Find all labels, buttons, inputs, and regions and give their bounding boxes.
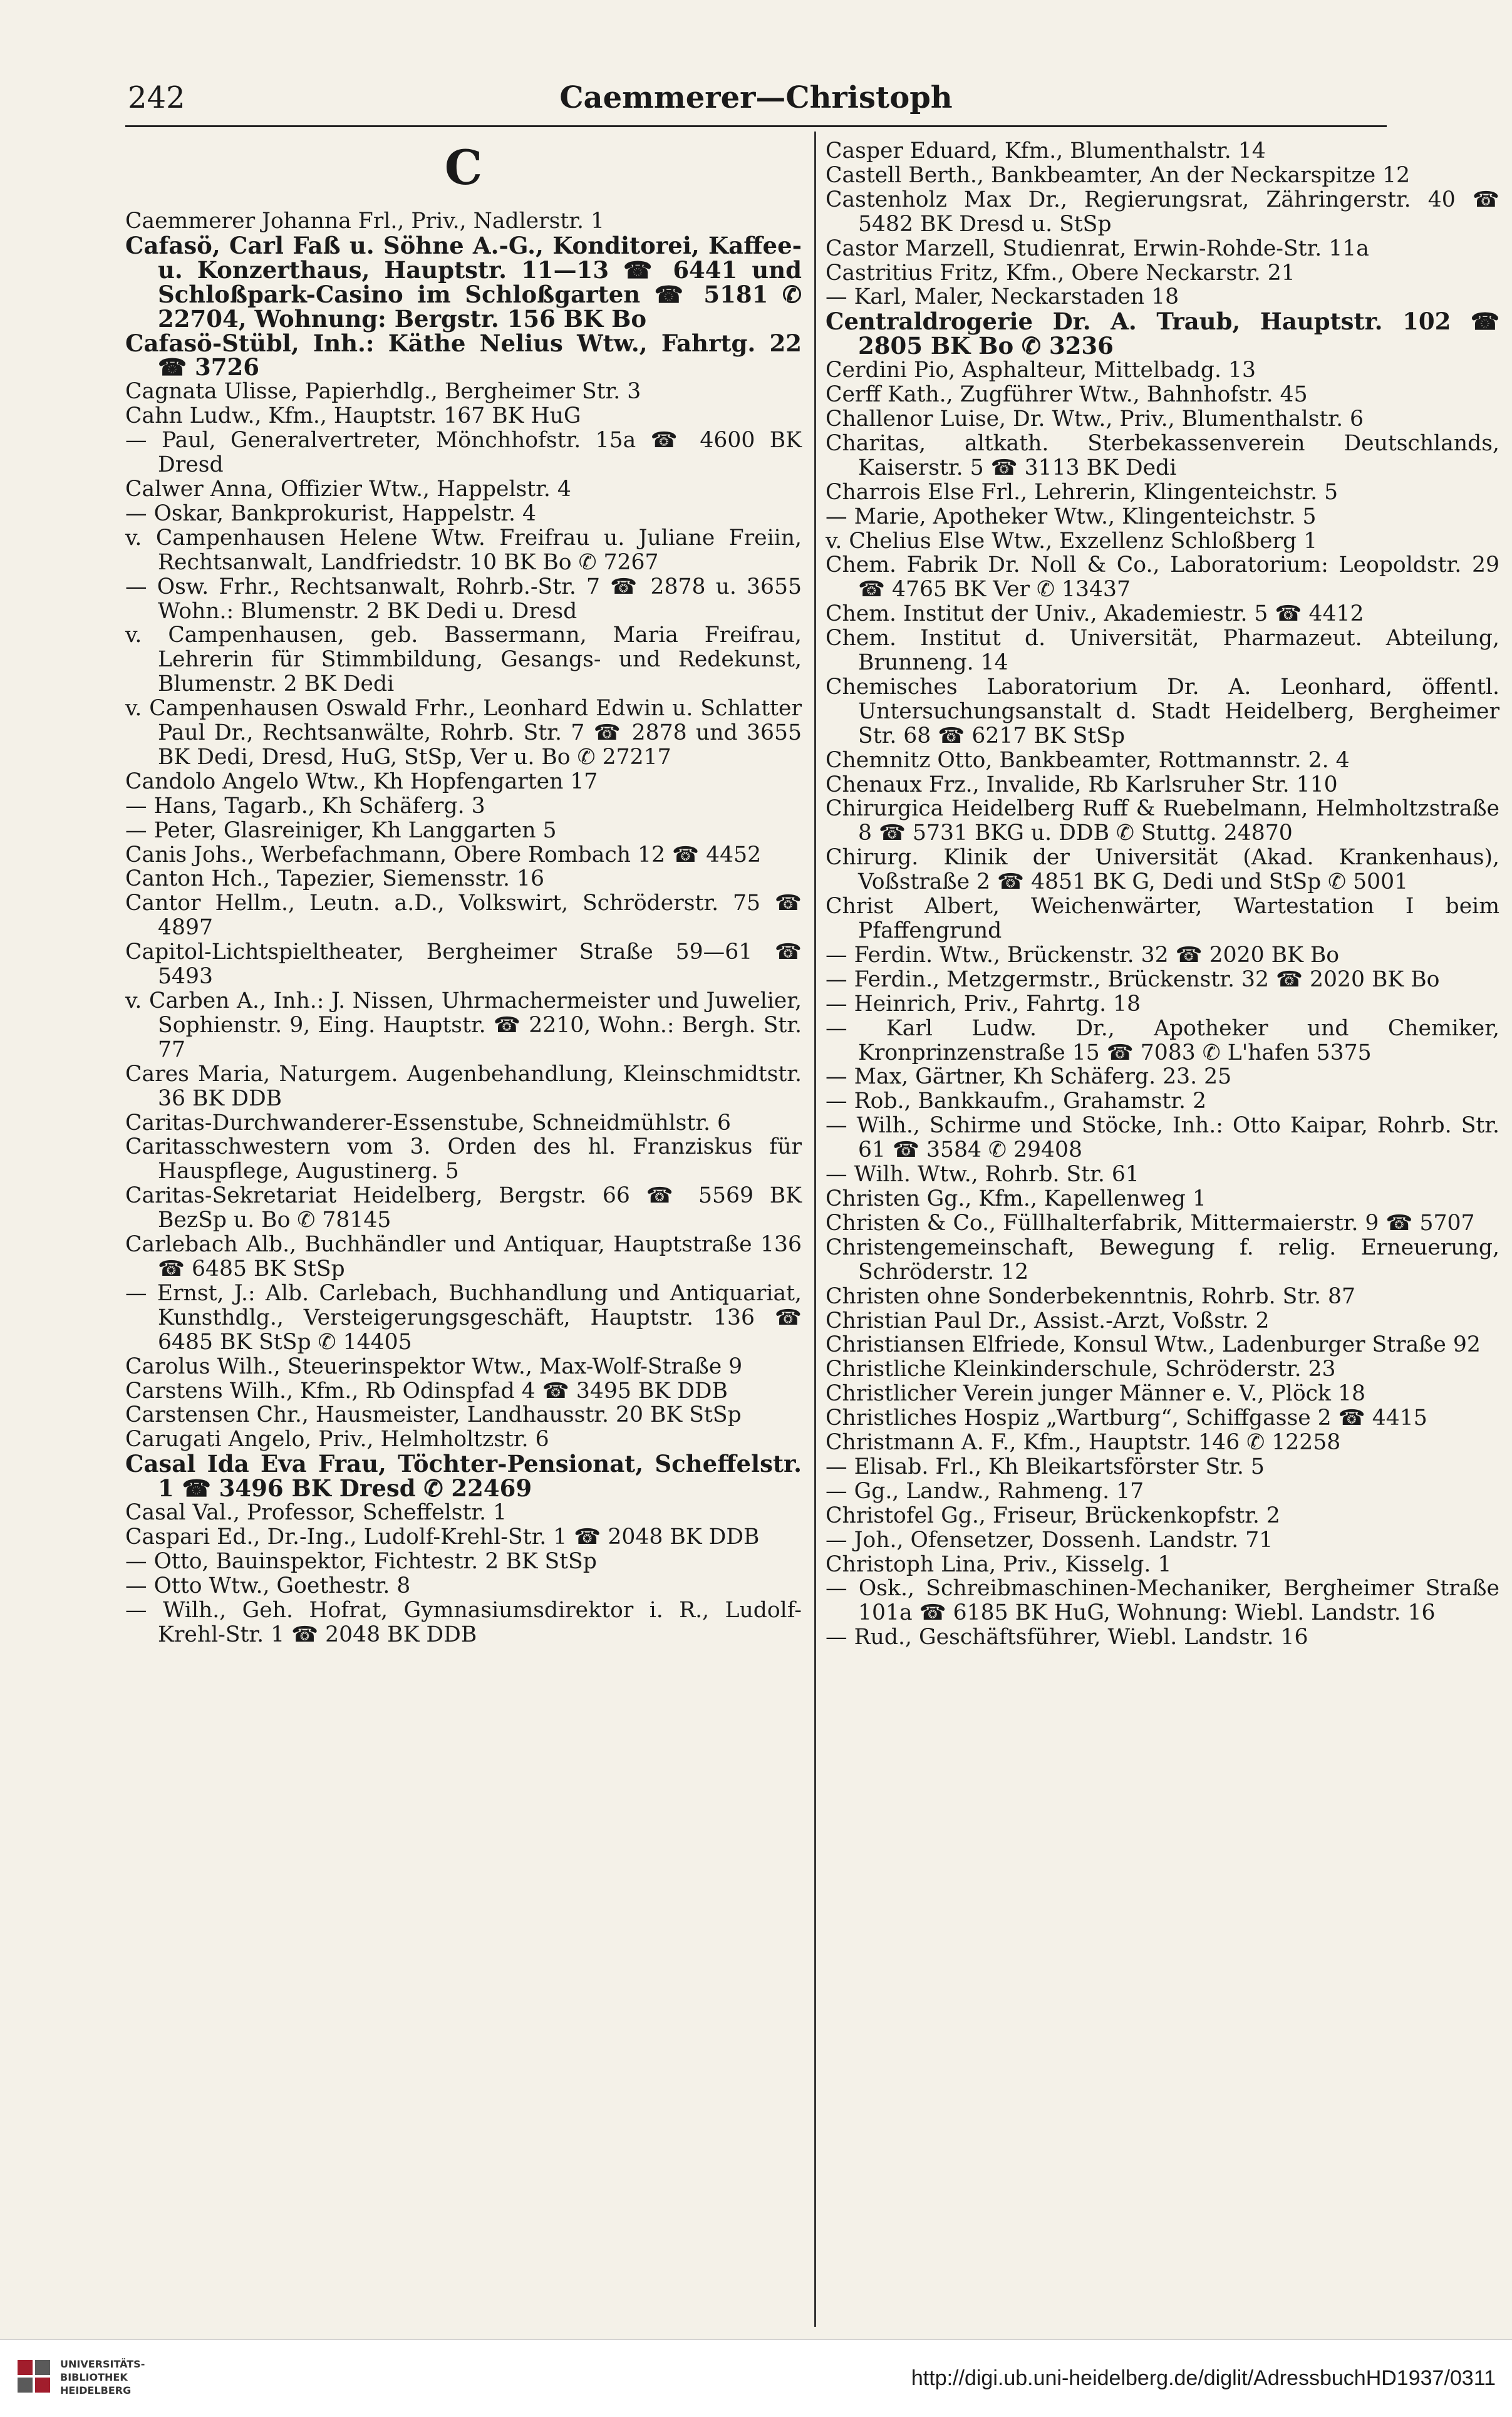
directory-entry: v. Chelius Else Wtw., Exzellenz Schloßberg 1	[826, 528, 1318, 554]
directory-entry: Cerdini Pio, Asphalteur, Mittelbadg. 13	[826, 358, 1256, 383]
directory-entry: Castritius Fritz, Kfm., Obere Neckarstr. 21	[826, 260, 1295, 286]
directory-entry: Christen & Co., Füllhalterfabrik, Mittermaierstr. 9 ☎ 5707	[826, 1210, 1475, 1236]
right-column	[826, 139, 1499, 1650]
header-rule	[125, 125, 1387, 127]
directory-entry: v. Campenhausen Oswald Frhr., Leonhard Edwin u. Schlatter Paul Dr., Rechtsanwälte, Rohrb. Str. 7 ☎ 2878 und 3655 BK Dedi, Dresd, HuG, StSp, Ver u. Bo ✆ 27217	[125, 696, 802, 770]
library-logo-icon	[16, 2359, 51, 2394]
library-name	[60, 2357, 204, 2397]
directory-entry: Carstens Wilh., Kfm., Rb Odinspfad 4 ☎ 3495 BK DDB	[125, 1378, 728, 1404]
directory-entry: Caspari Ed., Dr.-Ing., Ludolf-Krehl-Str. 1 ☎ 2048 BK DDB	[125, 1524, 760, 1550]
directory-entry: — Peter, Glasreiniger, Kh Langgarten 5	[125, 817, 557, 843]
directory-entry: — Joh., Ofensetzer, Dossenh. Landstr. 71	[826, 1527, 1273, 1553]
library-name-line-2: BIBLIOTHEK	[60, 2371, 128, 2383]
directory-entry: Caritasschwestern vom 3. Orden des hl. Franziskus für Hauspflege, Augustinerg. 5	[125, 1134, 802, 1184]
directory-entry: Carlebach Alb., Buchhändler und Antiquar, Hauptstraße 136 ☎ 6485 BK StSp	[125, 1232, 802, 1281]
directory-entry: Christliches Hospiz „Wartburg“, Schiffgasse 2 ☎ 4415	[826, 1405, 1427, 1431]
directory-entry: Christofel Gg., Friseur, Brückenkopfstr. 2	[826, 1503, 1280, 1528]
directory-entry: — Wilh., Schirme und Stöcke, Inh.: Otto Kaipar, Rohrb. Str. 61 ☎ 3584 ✆ 29408	[826, 1113, 1499, 1163]
directory-entry: Cantor Hellm., Leutn. a.D., Volkswirt, Schröderstr. 75 ☎ 4897	[125, 891, 802, 941]
directory-entry: Cafasö-Stübl, Inh.: Käthe Nelius Wtw., Fahrtg. 22 ☎ 3726	[125, 329, 802, 381]
directory-entry: Carolus Wilh., Steuerinspektor Wtw., Max-Wolf-Straße 9	[125, 1353, 743, 1379]
directory-entry: Candolo Angelo Wtw., Kh Hopfengarten 17	[125, 769, 598, 794]
directory-entry: — Ferdin., Metzgermstr., Brückenstr. 32 ☎ 2020 BK Bo	[826, 966, 1440, 992]
directory-entry: — Wilh., Geh. Hofrat, Gymnasiumsdirektor i. R., Ludolf-Krehl-Str. 1 ☎ 2048 BK DDB	[125, 1597, 802, 1647]
directory-entry: Carstensen Chr., Hausmeister, Landhausstr. 20 BK StSp	[125, 1402, 742, 1428]
directory-entry: Chem. Institut d. Universität, Pharmazeut. Abteilung, Brunneng. 14	[826, 626, 1499, 676]
directory-entry: — Otto Wtw., Goethestr. 8	[125, 1573, 411, 1598]
directory-entry: Charrois Else Frl., Lehrerin, Klingenteichstr. 5	[826, 479, 1339, 505]
directory-entry: Christiansen Elfriede, Konsul Wtw., Ladenburger Straße 92	[826, 1332, 1481, 1358]
directory-entry: — Elisab. Frl., Kh Bleikartsförster Str. 5	[826, 1454, 1265, 1479]
directory-entry: — Ernst, J.: Alb. Carlebach, Buchhandlung und Antiquariat, Kunsthdlg., Versteigerungsgeschäft, Hauptstr. 136 ☎ 6485 BK StSp ✆ 14405	[125, 1280, 802, 1355]
library-name-line-1: UNIVERSITÄTS-	[60, 2358, 145, 2370]
directory-entry: Chirurgica Heidelberg Ruff & Ruebelmann, Helmholtzstraße 8 ☎ 5731 BKG u. DDB ✆ Stuttg. 24870	[826, 796, 1499, 846]
directory-entry: Calwer Anna, Offizier Wtw., Happelstr. 4	[125, 476, 571, 502]
directory-entry: — Osk., Schreibmaschinen-Mechaniker, Bergheimer Straße 101a ☎ 6185 BK HuG, Wohnung: Wiebl. Landstr. 16	[826, 1576, 1499, 1626]
directory-entry: — Osw. Frhr., Rechtsanwalt, Rohrb.-Str. 7 ☎ 2878 u. 3655 Wohn.: Blumenstr. 2 BK Dedi u. Dresd	[125, 574, 802, 624]
directory-entry: — Rud., Geschäftsführer, Wiebl. Landstr. 16	[826, 1625, 1308, 1650]
directory-entry: v. Carben A., Inh.: J. Nissen, Uhrmachermeister und Juwelier, Sophienstr. 9, Eing. Hauptstr. ☎ 2210, Wohn.: Bergh. Str. 77	[125, 988, 802, 1062]
page-number: 242	[128, 80, 185, 115]
directory-entry: Christmann A. F., Kfm., Hauptstr. 146 ✆ 12258	[826, 1430, 1341, 1456]
directory-entry: Challenor Luise, Dr. Wtw., Priv., Blumenthalstr. 6	[826, 406, 1364, 432]
directory-entry: Canis Johs., Werbefachmann, Obere Rombach 12 ☎ 4452	[125, 842, 762, 867]
directory-entry: Casper Eduard, Kfm., Blumenthalstr. 14	[826, 138, 1266, 163]
directory-entry: v. Campenhausen, geb. Bassermann, Maria Freifrau, Lehrerin für Stimmbildung, Gesangs- und Redekunst, Blumenstr. 2 BK Dedi	[125, 623, 802, 697]
directory-entry: Charitas, altkath. Sterbekassenverein Deutschlands, Kaiserstr. 5 ☎ 3113 BK Dedi	[826, 430, 1499, 480]
directory-entry: Cerff Kath., Zugführer Wtw., Bahnhofstr. 45	[826, 382, 1308, 408]
directory-entry: Caritas-Durchwanderer-Essenstube, Schneidmühlstr. 6	[125, 1110, 731, 1136]
directory-entry: — Max, Gärtner, Kh Schäferg. 23. 25	[826, 1064, 1232, 1090]
directory-entry: — Marie, Apotheker Wtw., Klingenteichstr. 5	[826, 504, 1317, 529]
library-name-line-3: HEIDELBERG	[60, 2384, 132, 2396]
directory-entry: Chemnitz Otto, Bankbeamter, Rottmannstr. 2. 4	[826, 747, 1350, 773]
directory-entry: Christoph Lina, Priv., Kisselg. 1	[826, 1551, 1172, 1577]
footer-bar	[0, 2339, 1512, 2417]
directory-entry: — Rob., Bankkaufm., Grahamstr. 2	[826, 1089, 1206, 1114]
directory-entry: Christian Paul Dr., Assist.-Arzt, Voßstr. 2	[826, 1308, 1270, 1333]
directory-entry: Caemmerer Johanna Frl., Priv., Nadlerstr. 1	[125, 209, 605, 234]
directory-entry: Christliche Kleinkinderschule, Schröderstr. 23	[826, 1357, 1336, 1382]
directory-entry: Chenaux Frz., Invalide, Rb Karlsruher Str. 110	[826, 772, 1338, 797]
directory-entry: v. Campenhausen Helene Wtw. Freifrau u. Juliane Freiin, Rechtsanwalt, Landfriedstr. 10 BK Bo ✆ 7267	[125, 525, 802, 575]
section-letter: C	[444, 140, 483, 195]
directory-entry: Chem. Fabrik Dr. Noll & Co., Laboratorium: Leopoldstr. 29 ☎ 4765 BK Ver ✆ 13437	[826, 552, 1499, 603]
directory-entry: Cafasö, Carl Faß u. Söhne A.-G., Konditorei, Kaffee- u. Konzerthaus, Hauptstr. 11—13 ☎ 6441 und Schloßpark-Casino im Schloßgarten ☎ 5181 ✆ 22704, Wohnung: Bergstr. 156 BK Bo	[125, 231, 802, 333]
directory-entry: — Paul, Generalvertreter, Mönchhofstr. 15a ☎ 4600 BK Dresd	[125, 428, 802, 478]
directory-entry: Christlicher Verein junger Männer e. V., Plöck 18	[826, 1381, 1365, 1407]
directory-entry: Christ Albert, Weichenwärter, Wartestation I beim Pfaffengrund	[826, 894, 1499, 943]
directory-entry: Carugati Angelo, Priv., Helmholtzstr. 6	[125, 1427, 549, 1452]
running-title: Caemmerer—Christoph	[559, 80, 953, 115]
left-column	[125, 139, 802, 1647]
directory-entry: — Oskar, Bankprokurist, Happelstr. 4	[125, 500, 537, 526]
directory-entry: — Wilh. Wtw., Rohrb. Str. 61	[826, 1162, 1139, 1188]
directory-entry: Castor Marzell, Studienrat, Erwin-Rohde-Str. 11a	[826, 235, 1369, 261]
directory-entry: — Hans, Tagarb., Kh Schäferg. 3	[125, 793, 485, 819]
directory-entry: Cagnata Ulisse, Papierhdlg., Bergheimer Str. 3	[125, 379, 641, 405]
directory-entry: Christengemeinschaft, Bewegung f. relig. Erneuerung, Schröderstr. 12	[826, 1234, 1499, 1285]
directory-entry: — Otto, Bauinspektor, Fichtestr. 2 BK StSp	[125, 1548, 597, 1574]
directory-entry: Christen Gg., Kfm., Kapellenweg 1	[826, 1186, 1206, 1211]
directory-entry: Castenholz Max Dr., Regierungsrat, Zähringerstr. 40 ☎ 5482 BK Dresd u. StSp	[826, 187, 1499, 237]
directory-entry: Christen ohne Sonderbekenntnis, Rohrb. Str. 87	[826, 1283, 1355, 1309]
directory-entry: — Gg., Landw., Rahmeng. 17	[826, 1478, 1144, 1504]
directory-entry: — Ferdin. Wtw., Brückenstr. 32 ☎ 2020 BK Bo	[826, 942, 1340, 968]
directory-entry: Cahn Ludw., Kfm., Hauptstr. 167 BK HuG	[125, 403, 581, 429]
directory-entry: Casal Val., Professor, Scheffelstr. 1	[125, 1500, 507, 1526]
directory-entry: Cares Maria, Naturgem. Augenbehandlung, Kleinschmidtstr. 36 BK DDB	[125, 1061, 802, 1111]
directory-entry: Canton Hch., Tapezier, Siemensstr. 16	[125, 866, 544, 892]
directory-entry: Centraldrogerie Dr. A. Traub, Hauptstr. 102 ☎ 2805 BK Bo ✆ 3236	[826, 308, 1499, 360]
directory-entry: Castell Berth., Bankbeamter, An der Neckarspitze 12	[826, 162, 1411, 188]
directory-entry: Capitol-Lichtspieltheater, Bergheimer Straße 59—61 ☎ 5493	[125, 939, 802, 990]
directory-entry: Chem. Institut der Univ., Akademiestr. 5 ☎ 4412	[826, 601, 1364, 627]
source-url-link[interactable]: http://digi.ub.uni-heidelberg.de/diglit/AdressbuchHD1937/0311	[911, 2366, 1496, 2390]
directory-entry: Chirurg. Klinik der Universität (Akad. Krankenhaus), Voßstraße 2 ☎ 4851 BK G, Dedi und StSp ✆ 5001	[826, 845, 1499, 895]
directory-entry: — Karl Ludw. Dr., Apotheker und Chemiker, Kronprinzenstraße 15 ☎ 7083 ✆ L'hafen 5375	[826, 1015, 1499, 1065]
column-divider	[814, 132, 816, 2327]
directory-entry: — Heinrich, Priv., Fahrtg. 18	[826, 991, 1141, 1017]
directory-entry: Casal Ida Eva Frau, Töchter-Pensionat, Scheffelstr. 1 ☎ 3496 BK Dresd ✆ 22469	[125, 1450, 802, 1503]
directory-entry: Caritas-Sekretariat Heidelberg, Bergstr. 66 ☎ 5569 BK BezSp u. Bo ✆ 78145	[125, 1183, 802, 1233]
directory-entry: — Karl, Maler, Neckarstaden 18	[826, 284, 1179, 310]
directory-entry: Chemisches Laboratorium Dr. A. Leonhard, öffentl. Untersuchungsanstalt d. Stadt Heidelberg, Bergheimer Str. 68 ☎ 6217 BK StSp	[826, 674, 1499, 748]
